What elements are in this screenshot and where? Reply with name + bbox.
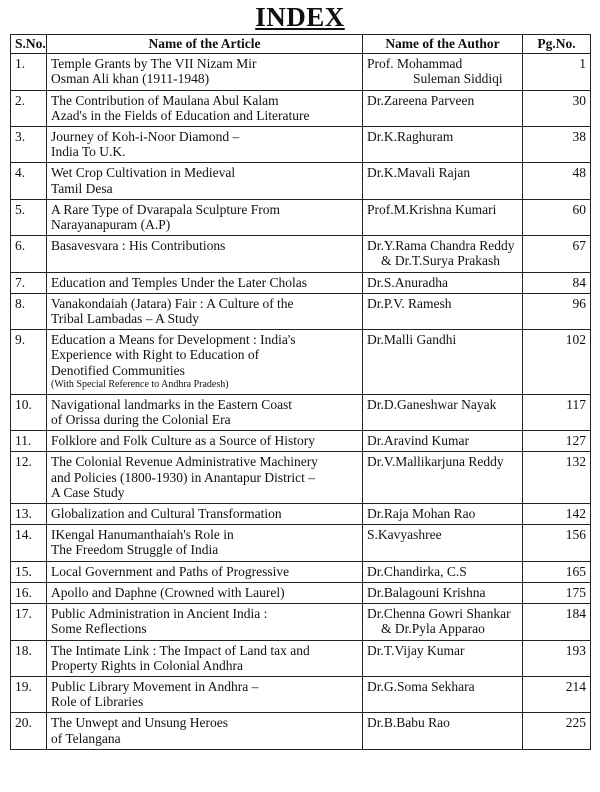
row-author bbox=[363, 272, 523, 293]
table-row bbox=[11, 199, 591, 235]
row-author bbox=[363, 163, 523, 199]
table-row bbox=[11, 127, 591, 163]
row-page-number: 127 bbox=[523, 431, 591, 452]
article-title-line: Apollo and Daphne (Crowned with Laurel) bbox=[51, 584, 285, 600]
article-title-line: Folklore and Folk Culture as a Source of History bbox=[51, 433, 315, 449]
article-title-line: of Orissa during the Colonial Era bbox=[51, 412, 231, 428]
row-page-number: 132 bbox=[523, 452, 591, 504]
author-name-line: Dr.K.Mavali Rajan bbox=[367, 165, 471, 181]
row-page-number: 67 bbox=[523, 236, 591, 272]
article-title-line: The Unwept and Unsung Heroes bbox=[51, 715, 228, 731]
article-title-line: The Freedom Struggle of India bbox=[51, 542, 219, 558]
table-row bbox=[11, 293, 591, 329]
row-serial-number: 13. bbox=[11, 504, 47, 525]
row-page-number: 142 bbox=[523, 504, 591, 525]
row-article-title bbox=[47, 394, 363, 430]
row-serial-number: 7. bbox=[11, 272, 47, 293]
row-page-number: 175 bbox=[523, 582, 591, 603]
article-title-line: Role of Libraries bbox=[51, 694, 144, 710]
row-author bbox=[363, 330, 523, 395]
article-note: (With Special Reference to Andhra Pradesh) bbox=[51, 378, 229, 390]
article-title-line: A Rare Type of Dvarapala Sculpture From bbox=[51, 201, 280, 217]
article-title-line: Public Library Movement in Andhra – bbox=[51, 678, 259, 694]
row-author bbox=[363, 582, 523, 603]
article-title-line: Vanakondaiah (Jatara) Fair : A Culture of the bbox=[51, 295, 294, 311]
row-page-number: 1 bbox=[523, 54, 591, 90]
row-article-title bbox=[47, 504, 363, 525]
row-serial-number: 17. bbox=[11, 604, 47, 640]
row-author bbox=[363, 127, 523, 163]
article-title-line: Tribal Lambadas – A Study bbox=[51, 311, 200, 327]
row-author bbox=[363, 236, 523, 272]
row-serial-number: 20. bbox=[11, 713, 47, 749]
row-serial-number: 1. bbox=[11, 54, 47, 90]
article-title-line: Navigational landmarks in the Eastern Coast bbox=[51, 396, 293, 412]
row-page-number: 96 bbox=[523, 293, 591, 329]
row-serial-number: 15. bbox=[11, 561, 47, 582]
row-article-title bbox=[47, 236, 363, 272]
author-name-line: Dr.T.Vijay Kumar bbox=[367, 642, 465, 658]
row-article-title bbox=[47, 127, 363, 163]
row-article-title bbox=[47, 293, 363, 329]
table-row bbox=[11, 54, 591, 90]
row-serial-number: 3. bbox=[11, 127, 47, 163]
article-title-line: Wet Crop Cultivation in Medieval bbox=[51, 165, 236, 181]
article-title-line: of Telangana bbox=[51, 730, 121, 746]
article-title-line: Basavesvara : His Contributions bbox=[51, 238, 226, 254]
row-page-number: 38 bbox=[523, 127, 591, 163]
row-page-number: 30 bbox=[523, 90, 591, 126]
row-author bbox=[363, 199, 523, 235]
table-row bbox=[11, 163, 591, 199]
index-table bbox=[10, 34, 591, 750]
row-author bbox=[363, 676, 523, 712]
row-serial-number: 4. bbox=[11, 163, 47, 199]
article-title-line: Denotified Communities bbox=[51, 362, 185, 378]
row-page-number: 214 bbox=[523, 676, 591, 712]
row-article-title bbox=[47, 330, 363, 395]
table-row bbox=[11, 236, 591, 272]
row-article-title bbox=[47, 604, 363, 640]
row-author bbox=[363, 525, 523, 561]
row-page-number: 60 bbox=[523, 199, 591, 235]
table-row bbox=[11, 431, 591, 452]
author-name-line: Dr.P.V. Ramesh bbox=[367, 295, 452, 311]
article-title-line: Azad's in the Fields of Education and Literature bbox=[51, 107, 310, 123]
table-row bbox=[11, 713, 591, 749]
article-title-line: IKengal Hanumanthaiah's Role in bbox=[51, 527, 234, 543]
table-row bbox=[11, 676, 591, 712]
row-serial-number: 18. bbox=[11, 640, 47, 676]
header-author: Name of the Author bbox=[363, 35, 523, 54]
row-author bbox=[363, 640, 523, 676]
author-name-line: Prof.M.Krishna Kumari bbox=[367, 201, 497, 217]
author-name-line: Dr.D.Ganeshwar Nayak bbox=[367, 396, 497, 412]
article-title-line: Some Reflections bbox=[51, 621, 147, 637]
table-row bbox=[11, 272, 591, 293]
author-name-line: & Dr.T.Surya Prakash bbox=[381, 253, 500, 269]
author-name-line: Dr.Chandirka, C.S bbox=[367, 563, 467, 579]
row-serial-number: 5. bbox=[11, 199, 47, 235]
row-serial-number: 2. bbox=[11, 90, 47, 126]
row-page-number: 193 bbox=[523, 640, 591, 676]
row-serial-number: 11. bbox=[11, 431, 47, 452]
row-author bbox=[363, 452, 523, 504]
row-serial-number: 10. bbox=[11, 394, 47, 430]
article-title-line: Education and Temples Under the Later Cholas bbox=[51, 274, 307, 290]
author-name-line: & Dr.Pyla Apparao bbox=[381, 621, 485, 637]
row-serial-number: 8. bbox=[11, 293, 47, 329]
row-article-title bbox=[47, 582, 363, 603]
table-row bbox=[11, 582, 591, 603]
table-row bbox=[11, 504, 591, 525]
row-serial-number: 14. bbox=[11, 525, 47, 561]
row-serial-number: 9. bbox=[11, 330, 47, 395]
author-name-line: Dr.B.Babu Rao bbox=[367, 715, 450, 731]
row-page-number: 117 bbox=[523, 394, 591, 430]
article-title-line: The Intimate Link : The Impact of Land tax and bbox=[51, 642, 310, 658]
row-page-number: 165 bbox=[523, 561, 591, 582]
table-row bbox=[11, 90, 591, 126]
article-title-line: and Policies (1800-1930) in Anantapur District – bbox=[51, 469, 315, 485]
table-header-row bbox=[11, 35, 591, 54]
row-article-title bbox=[47, 561, 363, 582]
article-title-line: Tamil Desa bbox=[51, 180, 113, 196]
row-author bbox=[363, 431, 523, 452]
row-serial-number: 6. bbox=[11, 236, 47, 272]
header-sno: S.No. bbox=[11, 35, 47, 54]
page-title: INDEX bbox=[255, 2, 345, 32]
row-author bbox=[363, 90, 523, 126]
row-serial-number: 19. bbox=[11, 676, 47, 712]
table-row bbox=[11, 561, 591, 582]
author-name-line: Dr.G.Soma Sekhara bbox=[367, 678, 475, 694]
row-article-title bbox=[47, 676, 363, 712]
article-title-line: India To U.K. bbox=[51, 144, 126, 160]
row-article-title bbox=[47, 272, 363, 293]
article-title-line: Temple Grants by The VII Nizam Mir bbox=[51, 56, 257, 72]
author-name-line: Dr.Chenna Gowri Shankar bbox=[367, 606, 511, 622]
table-row bbox=[11, 640, 591, 676]
row-page-number: 48 bbox=[523, 163, 591, 199]
table-row bbox=[11, 525, 591, 561]
article-title-line: Narayanapuram (A.P) bbox=[51, 217, 171, 233]
author-name-line: Dr.K.Raghuram bbox=[367, 129, 454, 145]
row-serial-number: 16. bbox=[11, 582, 47, 603]
article-title-line: Globalization and Cultural Transformation bbox=[51, 506, 282, 522]
article-title-line: The Colonial Revenue Administrative Machinery bbox=[51, 454, 318, 470]
header-article: Name of the Article bbox=[47, 35, 363, 54]
row-author bbox=[363, 54, 523, 90]
author-name-line: Dr.S.Anuradha bbox=[367, 274, 448, 290]
author-name-line: Prof. Mohammad bbox=[367, 56, 463, 72]
row-author bbox=[363, 293, 523, 329]
row-author bbox=[363, 394, 523, 430]
article-title-line: Education a Means for Development : India's bbox=[51, 332, 296, 348]
row-article-title bbox=[47, 525, 363, 561]
author-name-line: Dr.Malli Gandhi bbox=[367, 332, 457, 348]
table-row bbox=[11, 452, 591, 504]
row-author bbox=[363, 604, 523, 640]
article-title-line: Local Government and Paths of Progressive bbox=[51, 563, 290, 579]
row-article-title bbox=[47, 640, 363, 676]
row-author bbox=[363, 713, 523, 749]
row-page-number: 225 bbox=[523, 713, 591, 749]
table-row bbox=[11, 394, 591, 430]
article-title-line: Property Rights in Colonial Andhra bbox=[51, 657, 243, 673]
header-page: Pg.No. bbox=[523, 35, 591, 54]
table-body bbox=[11, 54, 591, 750]
row-article-title bbox=[47, 452, 363, 504]
table-row bbox=[11, 330, 591, 395]
row-article-title bbox=[47, 199, 363, 235]
row-article-title bbox=[47, 713, 363, 749]
author-name-line: S.Kavyashree bbox=[367, 527, 442, 543]
author-name-line: Dr.Balagouni Krishna bbox=[367, 584, 486, 600]
author-name-line: Dr.V.Mallikarjuna Reddy bbox=[367, 454, 504, 470]
row-article-title bbox=[47, 90, 363, 126]
row-article-title bbox=[47, 163, 363, 199]
author-name-line: Dr.Zareena Parveen bbox=[367, 92, 475, 108]
author-name-line: Dr.Y.Rama Chandra Reddy bbox=[367, 238, 515, 254]
article-title-line: The Contribution of Maulana Abul Kalam bbox=[51, 92, 279, 108]
row-author bbox=[363, 561, 523, 582]
author-name-line: Suleman Siddiqi bbox=[413, 71, 503, 87]
row-author bbox=[363, 504, 523, 525]
row-page-number: 156 bbox=[523, 525, 591, 561]
table-row bbox=[11, 604, 591, 640]
article-title-line: A Case Study bbox=[51, 484, 125, 500]
row-page-number: 84 bbox=[523, 272, 591, 293]
row-article-title bbox=[47, 431, 363, 452]
row-serial-number: 12. bbox=[11, 452, 47, 504]
row-page-number: 102 bbox=[523, 330, 591, 395]
author-name-line: Dr.Raja Mohan Rao bbox=[367, 506, 476, 522]
author-name-line: Dr.Aravind Kumar bbox=[367, 433, 469, 449]
article-title-line: Experience with Right to Education of bbox=[51, 347, 260, 363]
article-title-line: Journey of Koh-i-Noor Diamond – bbox=[51, 129, 240, 145]
article-title-line: Public Administration in Ancient India : bbox=[51, 606, 268, 622]
row-page-number: 184 bbox=[523, 604, 591, 640]
article-title-line: Osman Ali khan (1911-1948) bbox=[51, 71, 210, 87]
row-article-title bbox=[47, 54, 363, 90]
